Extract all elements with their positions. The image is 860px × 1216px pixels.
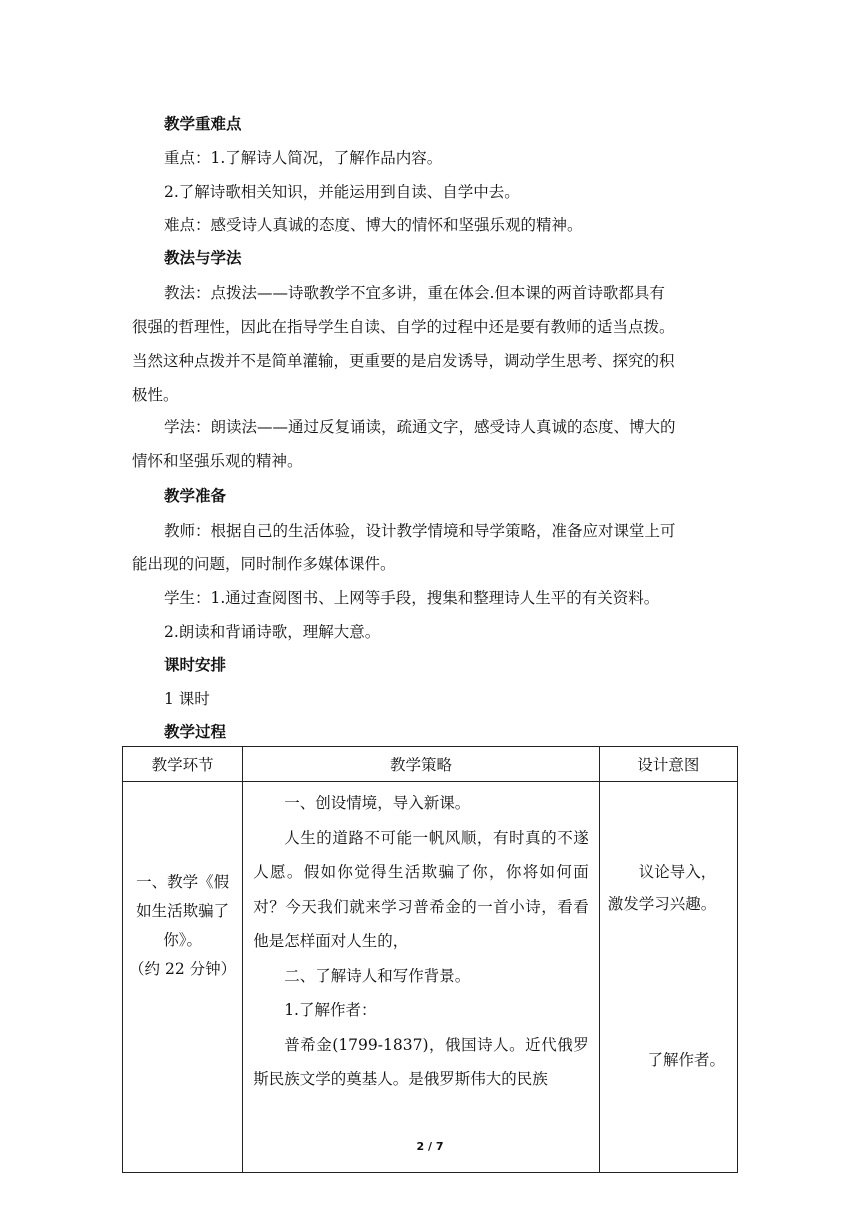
strategy-paragraph: 二、了解诗人和写作背景。 [284,966,471,985]
strategy-cell [243,782,600,1173]
stage-duration: （约 22 分钟） [129,960,237,978]
intent-line: 激发学习兴趣。 [607,895,717,913]
key-point-2: 2.了解诗歌相关知识，并能运用到自读、自学中去。 [164,183,520,201]
key-point-1: 重点：1.了解诗人简况，了解作品内容。 [164,149,443,167]
strategy-paragraph: 1.了解作者： [284,1001,377,1019]
lesson-process-table [122,746,738,1173]
schedule-value: 1 课时 [164,690,210,708]
table-header-row [123,747,738,782]
intent-discussion [608,856,717,920]
table-row [123,782,738,1173]
header-intent: 设计意图 [599,747,737,782]
section-title-preparation: 教学准备 [164,487,227,505]
teacher-prep-line: 教师：根据自己的生活体验，设计教学情境和导学策略，准备应对课堂上可 [164,522,676,540]
teaching-method-line: 当然这种点拨并不是简单灌输，更重要的是启发诱导，调动学生思考、探究的积 [132,352,675,370]
strategy-paragraph: 人生的道路不可能一帆风顺，有时真的不遂人愿。假如你觉得生活欺骗了你，你将如何面对？今天我们就来学习普希金的一首小诗，看看他是怎样面对人生的， [253,828,589,950]
intent-cell [599,782,737,1173]
intent-author: 了解作者。 [647,1051,725,1069]
student-prep-1: 学生：1.通过查阅图书、上网等手段，搜集和整理诗人生平的有关资料。 [164,589,660,607]
section-title-process: 教学过程 [164,723,227,741]
difficult-point: 难点：感受诗人真诚的态度、博大的情怀和坚强乐观的精神。 [164,216,583,234]
section-title-focus: 教学重难点 [164,115,242,133]
header-strategy: 教学策略 [243,747,600,782]
strategy-paragraph: 一、创设情境，导入新课。 [284,794,471,812]
intent-line: 议论导入， [638,863,717,881]
learning-method-line: 学法：朗读法——通过反复诵读，疏通文字，感受诗人真诚的态度、博大的 [164,418,676,436]
section-title-methods: 教法与学法 [164,249,242,267]
learning-method-line: 情怀和坚强乐观的精神。 [132,452,303,470]
teaching-method-line: 很强的哲理性，因此在指导学生自读、自学的过程中还是要有教师的适当点拨。 [132,318,675,336]
stage-cell [123,782,243,1173]
stage-line: 你》。 [163,931,202,949]
student-prep-2: 2.朗读和背诵诗歌，理解大意。 [164,623,381,641]
stage-line: 一、教学《假 [136,873,230,891]
page-number: 2 / 7 [416,1140,444,1153]
teaching-method-line: 教法：点拨法——诗歌教学不宜多讲，重在体会.但本课的两首诗歌都具有 [164,284,665,302]
section-title-schedule: 课时安排 [164,656,227,674]
header-stage: 教学环节 [123,747,243,782]
teacher-prep-line: 能出现的问题，同时制作多媒体课件。 [132,555,396,573]
teaching-method-line: 极性。 [132,386,179,404]
stage-line: 如生活欺骗了 [136,902,230,920]
strategy-paragraph: 普希金(1799-1837)，俄国诗人。近代俄罗斯民族文学的奠基人。是俄罗斯伟大的民族 [253,1035,589,1088]
